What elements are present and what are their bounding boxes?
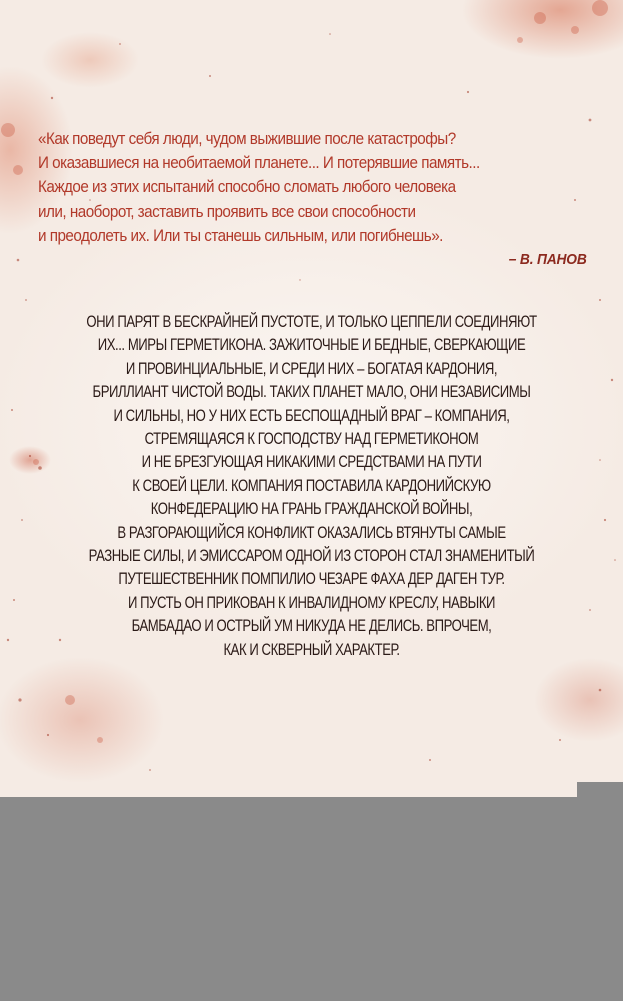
blurb-line: И ПУСТЬ ОН ПРИКОВАН К ИНВАЛИДНОМУ КРЕСЛУ, НАВЫКИ	[127, 593, 496, 612]
quote-line: или, наоборот, заставить проявить все свои способности	[38, 202, 416, 221]
blurb-line: ПУТЕШЕСТВЕННИК ПОМПИЛИО ЧЕЗАРЕ ФАХА ДЕР ДАГЕН ТУР.	[118, 570, 505, 589]
blurb-line: И ПРОВИНЦИАЛЬНЫЕ, И СРЕДИ НИХ – БОГАТАЯ КАРДОНИЯ,	[125, 359, 498, 378]
redacted-area	[0, 797, 623, 1001]
blurb-line: И СИЛЬНЫ, НО У НИХ ЕСТЬ БЕСПОЩАДНЫЙ ВРАГ – КОМПАНИЯ,	[113, 406, 510, 425]
epigraph-quote	[38, 127, 551, 248]
quote-line: и преодолеть их. Или ты станешь сильным, или погибнешь».	[38, 226, 443, 245]
quote-line: Каждое из этих испытаний способно сломать любого человека	[38, 178, 456, 197]
quote-author: – В. ПАНОВ	[509, 251, 587, 268]
blurb-line: К СВОЕЙ ЦЕЛИ. КОМПАНИЯ ПОСТАВИЛА КАРДОНИЙСКУЮ	[132, 476, 491, 495]
blurb-line: КАК И СКВЕРНЫЙ ХАРАКТЕР.	[223, 640, 400, 659]
blurb-line: БАМБАДАО И ОСТРЫЙ УМ НИКУДА НЕ ДЕЛИСЬ. ВПРОЧЕМ,	[131, 617, 492, 636]
blurb-line: РАЗНЫЕ СИЛЫ, И ЭМИССАРОМ ОДНОЙ ИЗ СТОРОН СТАЛ ЗНАМЕНИТЫЙ	[88, 547, 535, 566]
quote-line: И оказавшиеся на необитаемой планете... И потерявшие память...	[38, 154, 480, 173]
blurb-line: ИХ... МИРЫ ГЕРМЕТИКОНА. ЗАЖИТОЧНЫЕ И БЕДНЫЕ, СВЕРКАЮЩИЕ	[97, 336, 526, 355]
blurb-line: В РАЗГОРАЮЩИЙСЯ КОНФЛИКТ ОКАЗАЛИСЬ ВТЯНУТЫ САМЫЕ	[117, 523, 506, 542]
blurb-line: И НЕ БРЕЗГУЮЩАЯ НИКАКИМИ СРЕДСТВАМИ НА ПУТИ	[141, 453, 482, 472]
blurb-line: ОНИ ПАРЯТ В БЕСКРАЙНЕЙ ПУСТОТЕ, И ТОЛЬКО ЦЕППЕЛИ СОЕДИНЯЮТ	[86, 313, 537, 331]
blurb-line: СТРЕМЯЩАЯСЯ К ГОСПОДСТВУ НАД ГЕРМЕТИКОНОМ	[144, 430, 479, 449]
blurb-line: КОНФЕДЕРАЦИЮ НА ГРАНЬ ГРАЖДАНСКОЙ ВОЙНЫ,	[150, 500, 473, 519]
blurb-line: БРИЛЛИАНТ ЧИСТОЙ ВОДЫ. ТАКИХ ПЛАНЕТ МАЛО, ОНИ НЕЗАВИСИМЫ	[92, 383, 531, 402]
book-blurb	[0, 311, 623, 662]
quote-line: «Как поведут себя люди, чудом выжившие после катастрофы?	[38, 130, 456, 148]
